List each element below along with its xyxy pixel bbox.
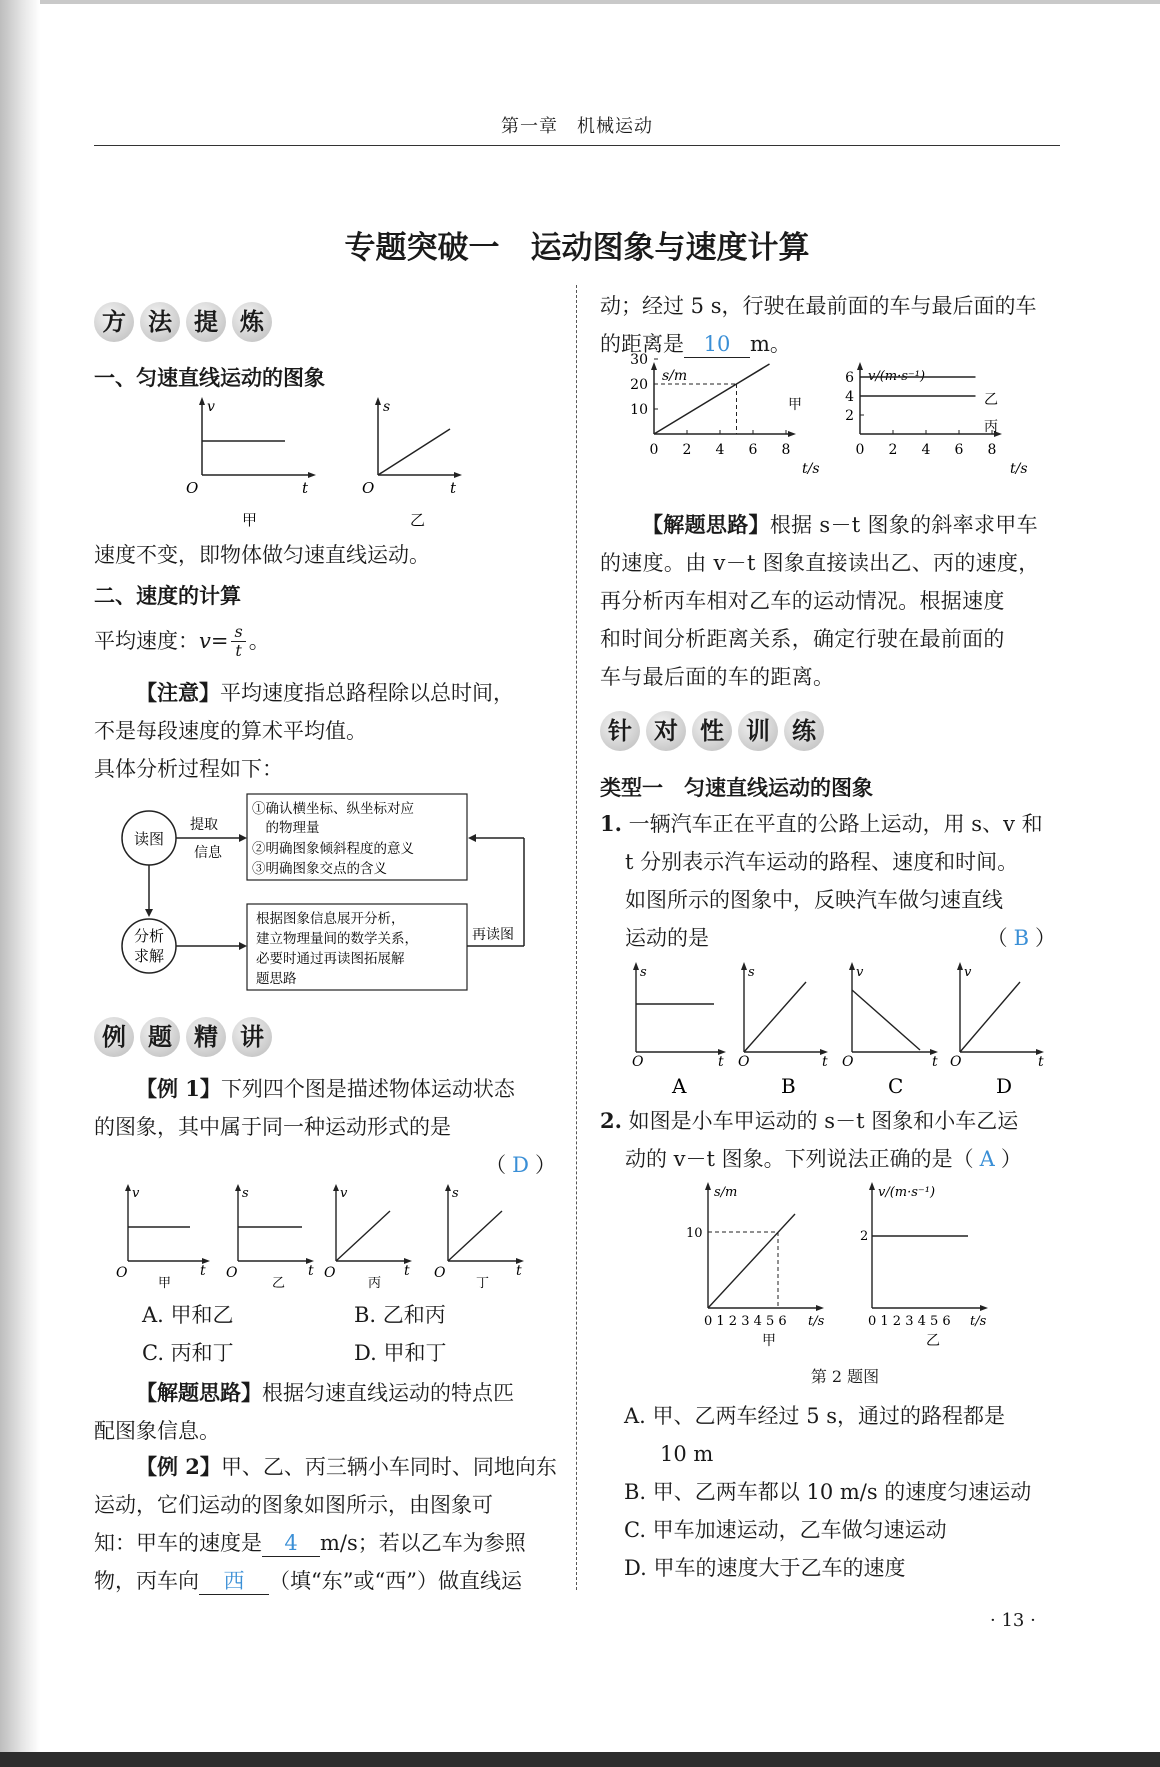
ex2-line: 知：甲车的速度是 bbox=[94, 1531, 262, 1555]
part2-heading: 二、速度的计算 bbox=[94, 584, 241, 608]
badge-char: 性 bbox=[692, 711, 732, 751]
ex1-options bbox=[142, 1296, 562, 1372]
info-line: ①确认横坐标、纵坐标对应 bbox=[252, 801, 414, 817]
x-tick-label: 8 bbox=[987, 442, 997, 458]
y-tick: 10 bbox=[686, 1226, 703, 1241]
x-axis-arrow bbox=[788, 431, 796, 437]
ex2-hint bbox=[600, 506, 1060, 696]
origin-label: O bbox=[632, 1054, 644, 1070]
x-tick-label: 6 bbox=[954, 442, 964, 458]
q2-answer: A bbox=[979, 1147, 995, 1171]
badge-char: 练 bbox=[784, 711, 824, 751]
part1-note: 速度不变，即物体做匀速直线运动。 bbox=[94, 543, 430, 567]
hint-line: 根据匀速直线运动的特点匹 bbox=[262, 1381, 514, 1405]
option-a: A. 甲和乙 bbox=[142, 1303, 234, 1327]
part1-heading: 一、匀速直线运动的图象 bbox=[94, 366, 325, 390]
axis-y-label: v bbox=[132, 1186, 140, 1201]
question-2 bbox=[600, 1102, 1060, 1178]
axis-y-label: s bbox=[383, 399, 391, 415]
analysis-line: 根据图象信息展开分析， bbox=[256, 911, 405, 927]
q1-line: 运动的是 bbox=[625, 926, 709, 950]
axis-x-label: t/s bbox=[1010, 461, 1028, 477]
axis-x-label: t bbox=[516, 1263, 522, 1279]
q1-graph-d bbox=[950, 962, 1044, 1098]
axis-y-label: v bbox=[340, 1186, 348, 1201]
origin-label: O bbox=[362, 479, 375, 497]
x-tick-label: 2 bbox=[682, 442, 692, 458]
axis-x-label: t bbox=[404, 1263, 410, 1279]
ex2-line: （填“东”或“西”）做直线运 bbox=[269, 1569, 522, 1593]
axis-x-label: t bbox=[718, 1054, 724, 1070]
question-1 bbox=[600, 805, 1060, 957]
series-label: 甲 bbox=[788, 397, 802, 413]
info-line: 的物理量 bbox=[252, 820, 320, 836]
page-number: · 13 · bbox=[990, 1610, 1036, 1631]
graph-caption: 甲 bbox=[762, 1333, 776, 1349]
q2-line: 如图是小车甲运动的 s－t 图象和小车乙运 bbox=[628, 1109, 1019, 1133]
hint-tag: 【解题思路】 bbox=[642, 512, 770, 537]
extract-label: 提取 bbox=[190, 817, 218, 833]
ex1-graph-c bbox=[324, 1184, 412, 1291]
option-b: B. 乙和丙 bbox=[354, 1303, 446, 1327]
option-d: D. 甲和丁 bbox=[354, 1341, 447, 1365]
training-badge bbox=[600, 711, 824, 751]
axis-x-label: t bbox=[200, 1263, 206, 1279]
badge-char: 精 bbox=[186, 1017, 226, 1057]
q1-number: 1. bbox=[600, 811, 622, 836]
axis-y-label: s bbox=[748, 965, 755, 980]
badge-char: 例 bbox=[94, 1017, 134, 1057]
x-tick-label: 0 bbox=[855, 442, 865, 458]
ex1-tag: 【例 1】 bbox=[136, 1076, 221, 1101]
ex2-cont-line: m。 bbox=[750, 332, 791, 356]
badge-char: 训 bbox=[738, 711, 778, 751]
axis-y-label: s/m bbox=[662, 368, 688, 384]
ex1-line: 下列四个图是描述物体运动状态 bbox=[220, 1077, 515, 1101]
q1-graph-a bbox=[632, 962, 726, 1098]
origin-label: O bbox=[842, 1054, 854, 1070]
formula-end: 。 bbox=[248, 629, 270, 653]
graph-caption: 乙 bbox=[272, 1276, 286, 1291]
avg-speed-formula bbox=[94, 622, 270, 660]
badge-char: 针 bbox=[600, 711, 640, 751]
q1-answer: B bbox=[1013, 926, 1029, 950]
info-line: ③明确图象交点的含义 bbox=[252, 861, 387, 877]
example2 bbox=[94, 1448, 564, 1600]
x-tick-label: 8 bbox=[781, 442, 791, 458]
graph-caption: 乙 bbox=[926, 1333, 940, 1349]
graph-caption: 丙 bbox=[368, 1276, 382, 1291]
example1 bbox=[94, 1070, 564, 1184]
hint-line: 车与最后面的车的距离。 bbox=[600, 665, 835, 689]
q2-option-d: D. 甲车的速度大于乙车的速度 bbox=[624, 1556, 906, 1580]
y-axis-arrow bbox=[857, 362, 863, 370]
option-label: C bbox=[888, 1074, 904, 1098]
q2-line: 动的 v－t 图象。下列说法正确的是（ bbox=[625, 1147, 974, 1171]
note-line: 不是每段速度的算术平均值。 bbox=[94, 719, 367, 743]
ex1-graph-b bbox=[226, 1184, 314, 1291]
axis-x-label: t bbox=[302, 479, 309, 497]
q2-option-a-cont: 10 m bbox=[660, 1442, 714, 1466]
graph-caption: 丁 bbox=[476, 1276, 490, 1291]
badge-char: 法 bbox=[140, 302, 180, 342]
page-top-edge bbox=[0, 0, 1160, 4]
fraction-denominator: t bbox=[235, 640, 242, 660]
chapter-header: 第一章 机械运动 bbox=[501, 116, 653, 137]
axis-y-label: s bbox=[640, 965, 647, 980]
formula-fraction bbox=[231, 623, 245, 660]
option-label: B bbox=[781, 1074, 796, 1098]
badge-char: 提 bbox=[186, 302, 226, 342]
ex1-graphs bbox=[112, 1183, 542, 1293]
ex1-paren-open: （ bbox=[485, 1153, 507, 1177]
y-tick-label: 30 bbox=[630, 352, 648, 368]
ex1-hint bbox=[94, 1374, 564, 1450]
analysis-line: 必要时通过再读图拓展解 bbox=[256, 951, 405, 967]
ex1-line: 的图象，其中属于同一种运动形式的是 bbox=[94, 1115, 451, 1139]
badge-char: 对 bbox=[646, 711, 686, 751]
q2-option-c: C. 甲车加速运动，乙车做匀速运动 bbox=[624, 1518, 947, 1542]
ex1-paren-close: ） bbox=[535, 1153, 556, 1177]
ex1-graph-a bbox=[116, 1184, 210, 1291]
badge-char: 题 bbox=[140, 1017, 180, 1057]
q1-line: 一辆汽车正在平直的公路上运动，用 s、v 和 bbox=[628, 812, 1043, 836]
graph-s-t-linear bbox=[362, 397, 462, 529]
q1-line: 如图所示的图象中，反映汽车做匀速直线 bbox=[625, 888, 1003, 912]
x-tick-label: 4 bbox=[921, 442, 931, 458]
axis-x-label: t bbox=[932, 1054, 938, 1070]
analysis-line: 建立物理量间的数学关系， bbox=[256, 931, 418, 947]
reread-label: 再读图 bbox=[472, 927, 514, 943]
origin-label: O bbox=[226, 1265, 238, 1281]
formula-v: v bbox=[199, 629, 211, 653]
q2-options bbox=[624, 1397, 1074, 1587]
q2-graphs bbox=[680, 1180, 1000, 1355]
q1-paren-close: ） bbox=[1035, 926, 1056, 950]
type1-heading: 类型一 匀速直线运动的图象 bbox=[600, 776, 873, 800]
axis-x-label: t bbox=[308, 1263, 314, 1279]
q2-figure-caption: 第 2 题图 bbox=[810, 1367, 880, 1386]
analysis-line: 题思路 bbox=[256, 971, 297, 987]
series-label: 乙 bbox=[984, 392, 998, 408]
x-tick-label: 2 bbox=[888, 442, 898, 458]
hint-line: 的速度。由 v－t 图象直接读出乙、丙的速度， bbox=[600, 551, 1040, 575]
hint-tag: 【解题思路】 bbox=[136, 1380, 262, 1405]
axis-y-label: s bbox=[452, 1186, 459, 1201]
example-badge bbox=[94, 1017, 272, 1057]
column-divider bbox=[576, 285, 577, 1590]
note-paragraph bbox=[94, 674, 564, 788]
ex2-vt-graph bbox=[838, 368, 1038, 503]
axis-y-label: v bbox=[964, 965, 972, 980]
analysis-flowchart bbox=[116, 788, 536, 998]
hint-line: 配图象信息。 bbox=[94, 1419, 220, 1443]
ex2-blank-direction: 西 bbox=[199, 1568, 269, 1595]
page-bottom-edge bbox=[0, 1752, 1160, 1767]
y-tick: 2 bbox=[860, 1229, 869, 1244]
q1-paren-open: （ bbox=[986, 926, 1008, 950]
fraction-numerator: s bbox=[231, 623, 245, 642]
ex2-blank-distance: 10 bbox=[684, 331, 750, 358]
y-tick-label: 6 bbox=[845, 370, 854, 386]
graph-caption: 甲 bbox=[242, 511, 258, 529]
ex2-blank-speed: 4 bbox=[262, 1530, 320, 1557]
part1-graphs bbox=[180, 395, 480, 535]
graph-caption: 甲 bbox=[158, 1276, 172, 1291]
page-left-shadow bbox=[0, 0, 40, 1767]
badge-char: 方 bbox=[94, 302, 134, 342]
info-line: ②明确图象倾斜程度的意义 bbox=[252, 841, 414, 857]
analyze-label: 求解 bbox=[133, 947, 165, 965]
ex2-tag: 【例 2】 bbox=[136, 1454, 221, 1479]
hint-line: 再分析丙车相对乙车的运动情况。根据速度 bbox=[600, 589, 1005, 613]
origin-label: O bbox=[738, 1054, 750, 1070]
y-tick-label: 4 bbox=[845, 389, 854, 405]
y-axis-arrow bbox=[651, 362, 657, 370]
q1-line: t 分别表示汽车运动的路程、速度和时间。 bbox=[625, 850, 1019, 874]
option-c: C. 丙和丁 bbox=[142, 1341, 234, 1365]
q1-graphs bbox=[626, 960, 1056, 1100]
q2-number: 2. bbox=[600, 1108, 622, 1133]
formula-prefix: 平均速度： bbox=[94, 629, 199, 653]
origin-label: O bbox=[324, 1265, 336, 1281]
q2-st-graph bbox=[686, 1182, 825, 1349]
q1-graph-b bbox=[738, 962, 828, 1098]
q1-graph-c bbox=[842, 962, 938, 1098]
badge-char: 讲 bbox=[232, 1017, 272, 1057]
y-tick-label: 20 bbox=[630, 377, 648, 393]
y-tick-label: 2 bbox=[845, 408, 854, 424]
q2-option-a: A. 甲、乙两车经过 5 s，通过的路程都是 bbox=[624, 1404, 1006, 1428]
ex2-line: 甲、乙、丙三辆小车同时、同地向东 bbox=[220, 1455, 557, 1479]
ex2-continued bbox=[600, 287, 1070, 363]
analyze-label: 分析 bbox=[133, 927, 165, 945]
q2-option-b: B. 甲、乙两车都以 10 m/s 的速度匀速运动 bbox=[624, 1480, 1032, 1504]
axis-y-label: s/m bbox=[714, 1185, 738, 1200]
header-rule bbox=[94, 145, 1060, 146]
axis-y-label: v bbox=[207, 399, 215, 415]
axis-y-label: v bbox=[856, 965, 864, 980]
note-tag: 【注意】 bbox=[136, 680, 220, 705]
y-tick-label: 10 bbox=[630, 402, 648, 418]
axis-y-label: v/(m·s⁻¹) bbox=[878, 1185, 936, 1200]
extract-label: 信息 bbox=[194, 845, 222, 861]
ex2-cont-line: 动；经过 5 s，行驶在最前面的车与最后面的车 bbox=[600, 294, 1037, 318]
page-title: 专题突破一 运动图象与速度计算 bbox=[344, 230, 810, 266]
hint-line: 根据 s－t 图象的斜率求甲车 bbox=[769, 513, 1038, 537]
ex2-line: m/s；若以乙车为参照 bbox=[320, 1531, 526, 1555]
note-line: 平均速度指总路程除以总时间， bbox=[220, 681, 514, 705]
axis-x-label: t/s bbox=[802, 461, 820, 477]
formula-eq: = bbox=[210, 629, 229, 653]
ex1-answer: D bbox=[512, 1153, 529, 1177]
axis-y-label: v/(m·s⁻¹) bbox=[868, 369, 926, 384]
ex2-st-graph bbox=[624, 352, 834, 503]
q2-vt-graph bbox=[860, 1182, 988, 1349]
read-node-label: 读图 bbox=[133, 830, 165, 848]
origin-label: O bbox=[434, 1265, 446, 1281]
origin-label: O bbox=[950, 1054, 962, 1070]
axis-x-label: t bbox=[450, 479, 457, 497]
graph-caption: 乙 bbox=[410, 511, 426, 529]
graph-v-t-constant bbox=[186, 397, 316, 529]
q2-paren-close: ） bbox=[1000, 1147, 1022, 1171]
option-label: A bbox=[672, 1074, 687, 1098]
ex2-line: 物，丙车向 bbox=[94, 1569, 199, 1593]
ex2-cont-line: 的距离是 bbox=[600, 332, 684, 356]
axis-x-label: t bbox=[1038, 1054, 1044, 1070]
process-intro: 具体分析过程如下： bbox=[94, 757, 283, 781]
x-ticks: 0 1 2 3 4 5 6 bbox=[868, 1314, 951, 1329]
origin-label: O bbox=[186, 479, 199, 497]
x-tick-label: 0 bbox=[649, 442, 659, 458]
axis-x-label: t/s bbox=[808, 1314, 825, 1329]
axis-x-label: t bbox=[822, 1054, 828, 1070]
origin-label: O bbox=[116, 1265, 128, 1281]
x-tick-label: 6 bbox=[748, 442, 758, 458]
axis-y-label: s bbox=[242, 1186, 249, 1201]
method-badge bbox=[94, 302, 272, 342]
ex1-graph-d bbox=[434, 1184, 524, 1291]
x-tick-label: 4 bbox=[715, 442, 725, 458]
axis-x-label: t/s bbox=[970, 1314, 987, 1329]
series-label: 丙 bbox=[984, 419, 998, 435]
option-label: D bbox=[996, 1074, 1013, 1098]
badge-char: 炼 bbox=[232, 302, 272, 342]
x-ticks: 0 1 2 3 4 5 6 bbox=[704, 1314, 787, 1329]
hint-line: 和时间分析距离关系，确定行驶在最前面的 bbox=[600, 627, 1005, 651]
ex2-line: 运动，它们运动的图象如图所示，由图象可 bbox=[94, 1493, 493, 1517]
